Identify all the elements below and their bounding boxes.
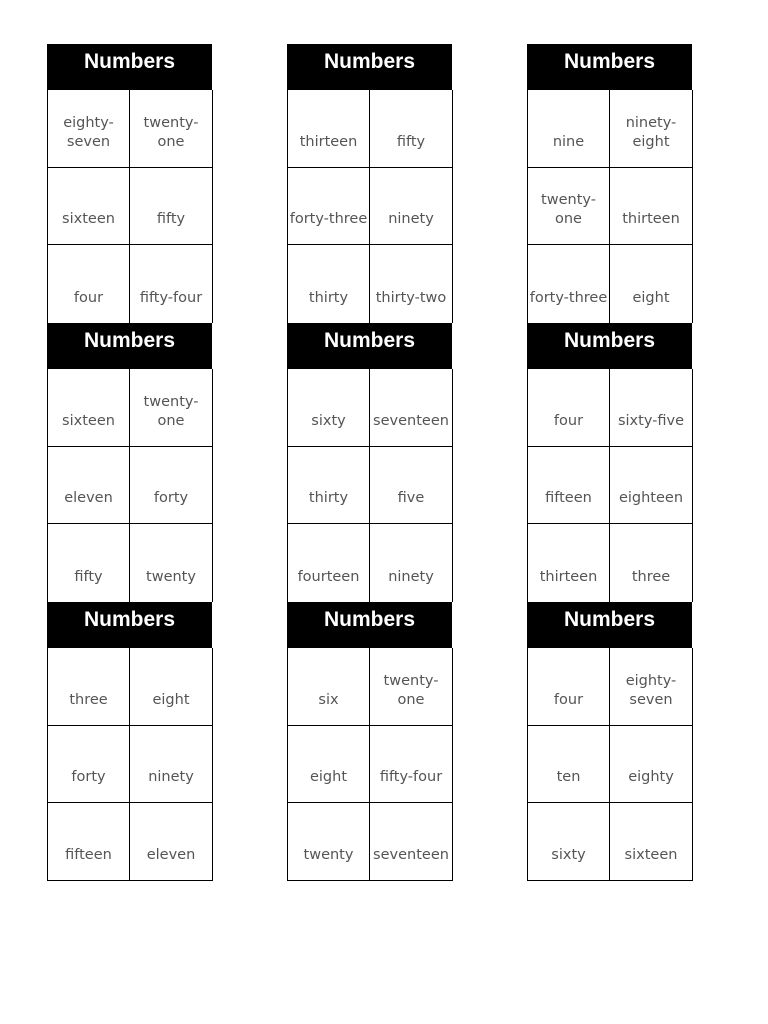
number-cell: eight — [130, 648, 213, 726]
number-cell: six — [288, 648, 370, 726]
number-card — [47, 602, 212, 881]
number-card — [527, 44, 692, 323]
number-cell: thirty — [288, 245, 370, 323]
card-grid — [47, 648, 212, 881]
number-cell: fifty — [130, 168, 213, 246]
card-grid — [287, 90, 452, 323]
number-cell: forty — [130, 447, 213, 525]
number-card — [287, 602, 452, 881]
number-cell: eighty-seven — [48, 90, 130, 168]
number-cell: forty — [48, 726, 130, 804]
number-cell: fifteen — [528, 447, 610, 525]
number-cell: twenty-one — [130, 90, 213, 168]
number-cell: fifty — [370, 90, 453, 168]
card-title: Numbers — [287, 323, 452, 369]
number-cell: seventeen — [370, 369, 453, 447]
card-title: Numbers — [287, 602, 452, 648]
number-cell: four — [528, 648, 610, 726]
number-cell: forty-three — [528, 245, 610, 323]
number-cell: eight — [288, 726, 370, 804]
card-grid — [287, 369, 452, 602]
number-cell: thirteen — [610, 168, 693, 246]
card-title: Numbers — [527, 602, 692, 648]
number-cell: thirteen — [528, 524, 610, 602]
number-cell: eighty — [610, 726, 693, 804]
number-cell: sixty — [528, 803, 610, 881]
number-cell: sixty-five — [610, 369, 693, 447]
number-cell: twenty-one — [370, 648, 453, 726]
number-cell: fifty — [48, 524, 130, 602]
card-title: Numbers — [527, 44, 692, 90]
card-grid — [47, 90, 212, 323]
number-cell: thirty — [288, 447, 370, 525]
number-card — [287, 323, 452, 602]
card-grid — [527, 648, 692, 881]
number-cell: eight — [610, 245, 693, 323]
number-cell: eleven — [130, 803, 213, 881]
number-cell: seventeen — [370, 803, 453, 881]
number-cell: ten — [528, 726, 610, 804]
number-cell: thirty-two — [370, 245, 453, 323]
number-card — [47, 323, 212, 602]
card-title: Numbers — [47, 44, 212, 90]
card-grid — [527, 369, 692, 602]
number-card — [47, 44, 212, 323]
number-cell: sixteen — [610, 803, 693, 881]
number-cell: thirteen — [288, 90, 370, 168]
number-cell: eleven — [48, 447, 130, 525]
number-cell: four — [48, 245, 130, 323]
card-grid — [287, 648, 452, 881]
number-cell: ninety — [130, 726, 213, 804]
number-cell: nine — [528, 90, 610, 168]
number-cell: fifty-four — [370, 726, 453, 804]
card-grid — [527, 90, 692, 323]
number-cell: twenty-one — [528, 168, 610, 246]
card-title: Numbers — [47, 602, 212, 648]
number-cell: five — [370, 447, 453, 525]
number-cell: sixty — [288, 369, 370, 447]
number-card — [527, 602, 692, 881]
number-cell: fourteen — [288, 524, 370, 602]
number-cell: fifty-four — [130, 245, 213, 323]
card-title: Numbers — [527, 323, 692, 369]
number-cell: fifteen — [48, 803, 130, 881]
number-cell: sixteen — [48, 168, 130, 246]
number-cell: ninety-eight — [610, 90, 693, 168]
card-title: Numbers — [287, 44, 452, 90]
number-cell: sixteen — [48, 369, 130, 447]
number-cell: three — [610, 524, 693, 602]
number-cell: forty-three — [288, 168, 370, 246]
number-cell: four — [528, 369, 610, 447]
number-cell: eighteen — [610, 447, 693, 525]
number-card — [287, 44, 452, 323]
card-grid — [47, 369, 212, 602]
number-cell: three — [48, 648, 130, 726]
number-cell: twenty — [288, 803, 370, 881]
number-card — [527, 323, 692, 602]
number-cell: twenty — [130, 524, 213, 602]
number-cell: ninety — [370, 168, 453, 246]
number-cell: ninety — [370, 524, 453, 602]
number-cell: twenty-one — [130, 369, 213, 447]
number-cell: eighty-seven — [610, 648, 693, 726]
card-title: Numbers — [47, 323, 212, 369]
